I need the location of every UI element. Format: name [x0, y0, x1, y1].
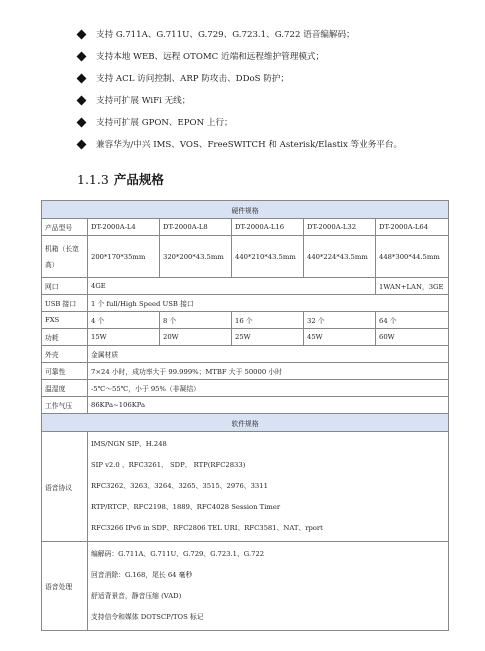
- list-item: RFC3262、3263、3264、3265、3515、2976、3311: [91, 482, 268, 490]
- feature-item: 兼容华为/中兴 IMS、VOS、FreeSWITCH 和 Asterisk/Elastix 等业务平台。: [82, 138, 472, 160]
- table-row: [42, 312, 449, 329]
- feature-item: 支持可扩展 GPON、EPON 上行；: [82, 116, 472, 138]
- feature-item: 支持可扩展 WiFi 无线；: [82, 94, 472, 116]
- table-cell: 1WAN+LAN，3GE: [376, 278, 449, 295]
- feature-item: 支持 G.711A、G.711U、G.729、G.723.1、G.722 语音编解码；: [82, 28, 472, 50]
- model-name: DT-2000A-L32: [304, 219, 376, 236]
- voice-processing-list: [88, 542, 449, 631]
- table-cell: 45W: [304, 329, 376, 346]
- table-cell: 4GE: [88, 278, 376, 295]
- row-label: 语音处理: [42, 542, 88, 631]
- table-cell: 200*170*35mm: [88, 236, 160, 278]
- table-row: [42, 329, 449, 346]
- list-item: 回音消除：G.168，尾长 64 毫秒: [91, 571, 193, 579]
- diamond-bullet-icon: [77, 96, 87, 106]
- model-name: DT-2000A-L64: [376, 219, 449, 236]
- spec-table: [41, 200, 449, 631]
- table-cell: 448*300*44.5mm: [376, 236, 449, 278]
- software-section-title: 软件规格: [42, 414, 449, 432]
- table-row: [42, 397, 449, 414]
- row-label: USB 接口: [42, 295, 88, 312]
- model-name: DT-2000A-L8: [160, 219, 232, 236]
- table-row: [42, 201, 449, 219]
- table-cell: 8 个: [160, 312, 232, 329]
- feature-item: 支持 ACL 访问控制、ARP 防攻击、DDoS 防护；: [82, 72, 472, 94]
- section-number: 1.1.3: [77, 172, 109, 187]
- diamond-bullet-icon: [77, 140, 87, 150]
- table-row: [42, 542, 449, 631]
- row-label: 温湿度: [42, 380, 88, 397]
- list-item: 编解码：G.711A、G.711U、G.729、G.723.1、G.722: [91, 550, 265, 558]
- table-cell: 64 个: [376, 312, 449, 329]
- table-row: [42, 295, 449, 312]
- table-cell: 1 个 full/High Speed USB 接口: [88, 295, 449, 312]
- list-item: 舒适背景音，静音压缩 (VAD): [91, 592, 182, 600]
- row-label: 工作气压: [42, 397, 88, 414]
- section-title: 产品规格: [113, 172, 164, 187]
- table-cell: 25W: [232, 329, 304, 346]
- row-label: 外壳: [42, 346, 88, 363]
- row-label: 产品型号: [42, 219, 88, 236]
- list-item: RFC3266 IPv6 in SDP、RFC2806 TEL URI、RFC3581、NAT、rport: [91, 524, 323, 532]
- table-row: [42, 236, 449, 278]
- table-cell: 15W: [88, 329, 160, 346]
- feature-list: [82, 28, 472, 160]
- hardware-section-title: 硬件规格: [42, 201, 449, 219]
- table-row: [42, 414, 449, 432]
- list-item: IMS/NGN SIP、H.248: [91, 440, 167, 448]
- row-label: 网口: [42, 278, 88, 295]
- voice-protocol-list: [88, 432, 449, 542]
- table-cell: -5℃～55℃，小于 95%（非凝结）: [88, 380, 449, 397]
- table-row: [42, 363, 449, 380]
- table-row: [42, 278, 449, 295]
- table-row: [42, 346, 449, 363]
- table-cell: 4 个: [88, 312, 160, 329]
- diamond-bullet-icon: [77, 74, 87, 84]
- diamond-bullet-icon: [77, 118, 87, 128]
- table-row: [42, 219, 449, 236]
- table-row: [42, 380, 449, 397]
- table-cell: 20W: [160, 329, 232, 346]
- table-cell: 86KPa~106KPa: [88, 397, 449, 414]
- row-label: 功耗: [42, 329, 88, 346]
- list-item: 支持信令和媒体 DOTSCP/TOS 标记: [91, 613, 204, 621]
- table-cell: 32 个: [304, 312, 376, 329]
- table-cell: 16 个: [232, 312, 304, 329]
- row-label: 机箱（长宽高）: [42, 236, 88, 278]
- table-cell: 440*210*43.5mm: [232, 236, 304, 278]
- model-name: DT-2000A-L16: [232, 219, 304, 236]
- row-label: FXS: [42, 312, 88, 329]
- diamond-bullet-icon: [77, 30, 87, 40]
- list-item: SIP v2.0 、RFC3261、 SDP、 RTP(RFC2833): [91, 461, 246, 469]
- diamond-bullet-icon: [77, 52, 87, 62]
- table-cell: 金属材质: [88, 346, 449, 363]
- section-heading: [77, 170, 164, 188]
- table-cell: 7×24 小时，成功率大于 99.999%；MTBF 大于 50000 小时: [88, 363, 449, 380]
- table-cell: 320*200*43.5mm: [160, 236, 232, 278]
- row-label: 可靠性: [42, 363, 88, 380]
- table-cell: 60W: [376, 329, 449, 346]
- table-cell: 440*224*43.5mm: [304, 236, 376, 278]
- row-label: 语音协议: [42, 432, 88, 542]
- model-name: DT-2000A-L4: [88, 219, 160, 236]
- feature-item: 支持本地 WEB、远程 OTOMC 近端和远程维护管理模式；: [82, 50, 472, 72]
- list-item: RTP/RTCP、RFC2198、1889、RFC4028 Session Timer: [91, 503, 281, 511]
- table-row: [42, 432, 449, 542]
